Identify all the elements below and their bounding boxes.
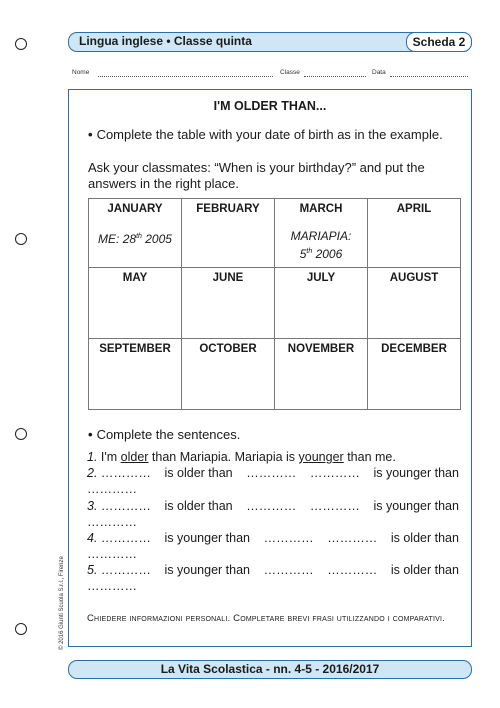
binder-hole-4 <box>15 623 27 635</box>
worksheet-frame <box>68 89 472 647</box>
month-cell-june[interactable] <box>182 268 275 339</box>
mariapia-birthday-entry: MARIAPIA: 5th 2006 <box>290 229 352 261</box>
month-label: OCTOBER <box>199 343 257 355</box>
month-label: AUGUST <box>389 272 439 284</box>
my-birthday-entry: ME: 28th 2005 <box>98 232 172 246</box>
month-cell-february[interactable] <box>182 199 275 268</box>
month-label: JULY <box>306 272 336 284</box>
sentence-2[interactable]: 2. ………… is older than ………… ………… is younger than ………… <box>87 466 459 496</box>
month-label: DECEMBER <box>381 343 447 355</box>
month-cell-july[interactable] <box>275 268 368 339</box>
month-cell-april[interactable] <box>368 199 461 268</box>
instruction-2: Ask your classmates: “When is your birthday?” and put the answers in the right place. <box>88 160 425 191</box>
sentence-5[interactable]: 5. ………… is younger than ………… ………… is older than ………… <box>87 563 459 593</box>
month-cell-november[interactable] <box>275 339 368 410</box>
student-meta-row <box>68 69 470 81</box>
binder-hole-1 <box>15 38 27 50</box>
bullet-icon: • <box>88 127 93 142</box>
copyright-notice: © 2016 Giunti Scuola S.r.l., Firenze <box>59 556 65 650</box>
month-label: APRIL <box>396 203 432 215</box>
class-field[interactable] <box>304 76 366 77</box>
name-label: Nome <box>72 69 90 76</box>
binder-hole-2 <box>15 233 27 245</box>
sentence-4[interactable]: 4. ………… is younger than ………… ………… is older than ………… <box>87 531 459 561</box>
date-label: Data <box>372 69 386 76</box>
subject-label: Lingua inglese • Classe quinta <box>79 34 252 48</box>
sheet-label: Scheda 2 <box>406 32 472 52</box>
month-cell-may[interactable] <box>89 268 182 339</box>
sentence-3[interactable]: 3. ………… is older than ………… ………… is younger than ………… <box>87 499 459 529</box>
teacher-note: Chiedere informazioni personali. Completare brevi frasi utilizzando i comparativi. <box>87 613 445 624</box>
date-field[interactable] <box>390 76 468 77</box>
worksheet-title: I'M OLDER THAN... <box>213 99 327 113</box>
name-field[interactable] <box>98 76 273 77</box>
month-label: JUNE <box>212 272 244 284</box>
bullet-icon: • <box>88 427 93 442</box>
class-label: Classe <box>280 69 300 76</box>
month-cell-december[interactable] <box>368 339 461 410</box>
complete-heading: • Complete the sentences. <box>88 427 241 442</box>
instruction-1: • Complete the table with your date of birth as in the example. <box>88 127 443 142</box>
month-cell-august[interactable] <box>368 268 461 339</box>
month-cell-september[interactable] <box>89 339 182 410</box>
month-cell-january[interactable] <box>89 199 182 268</box>
month-cell-march[interactable] <box>275 199 368 268</box>
month-cell-october[interactable] <box>182 339 275 410</box>
month-label: SEPTEMBER <box>99 343 171 355</box>
birthday-calendar-table <box>88 198 461 410</box>
month-label: NOVEMBER <box>287 343 355 355</box>
header-bar <box>68 32 472 52</box>
footer-bar: La Vita Scolastica - nn. 4-5 - 2016/2017 <box>68 660 472 679</box>
binder-hole-3 <box>15 428 27 440</box>
month-label: JANUARY <box>107 203 163 215</box>
month-label: MAY <box>122 272 148 284</box>
month-label: FEBRUARY <box>196 203 260 215</box>
sentence-1: 1. I'm older than Mariapia. Mariapia is younger than me. <box>87 450 396 464</box>
month-label: MARCH <box>299 203 343 215</box>
